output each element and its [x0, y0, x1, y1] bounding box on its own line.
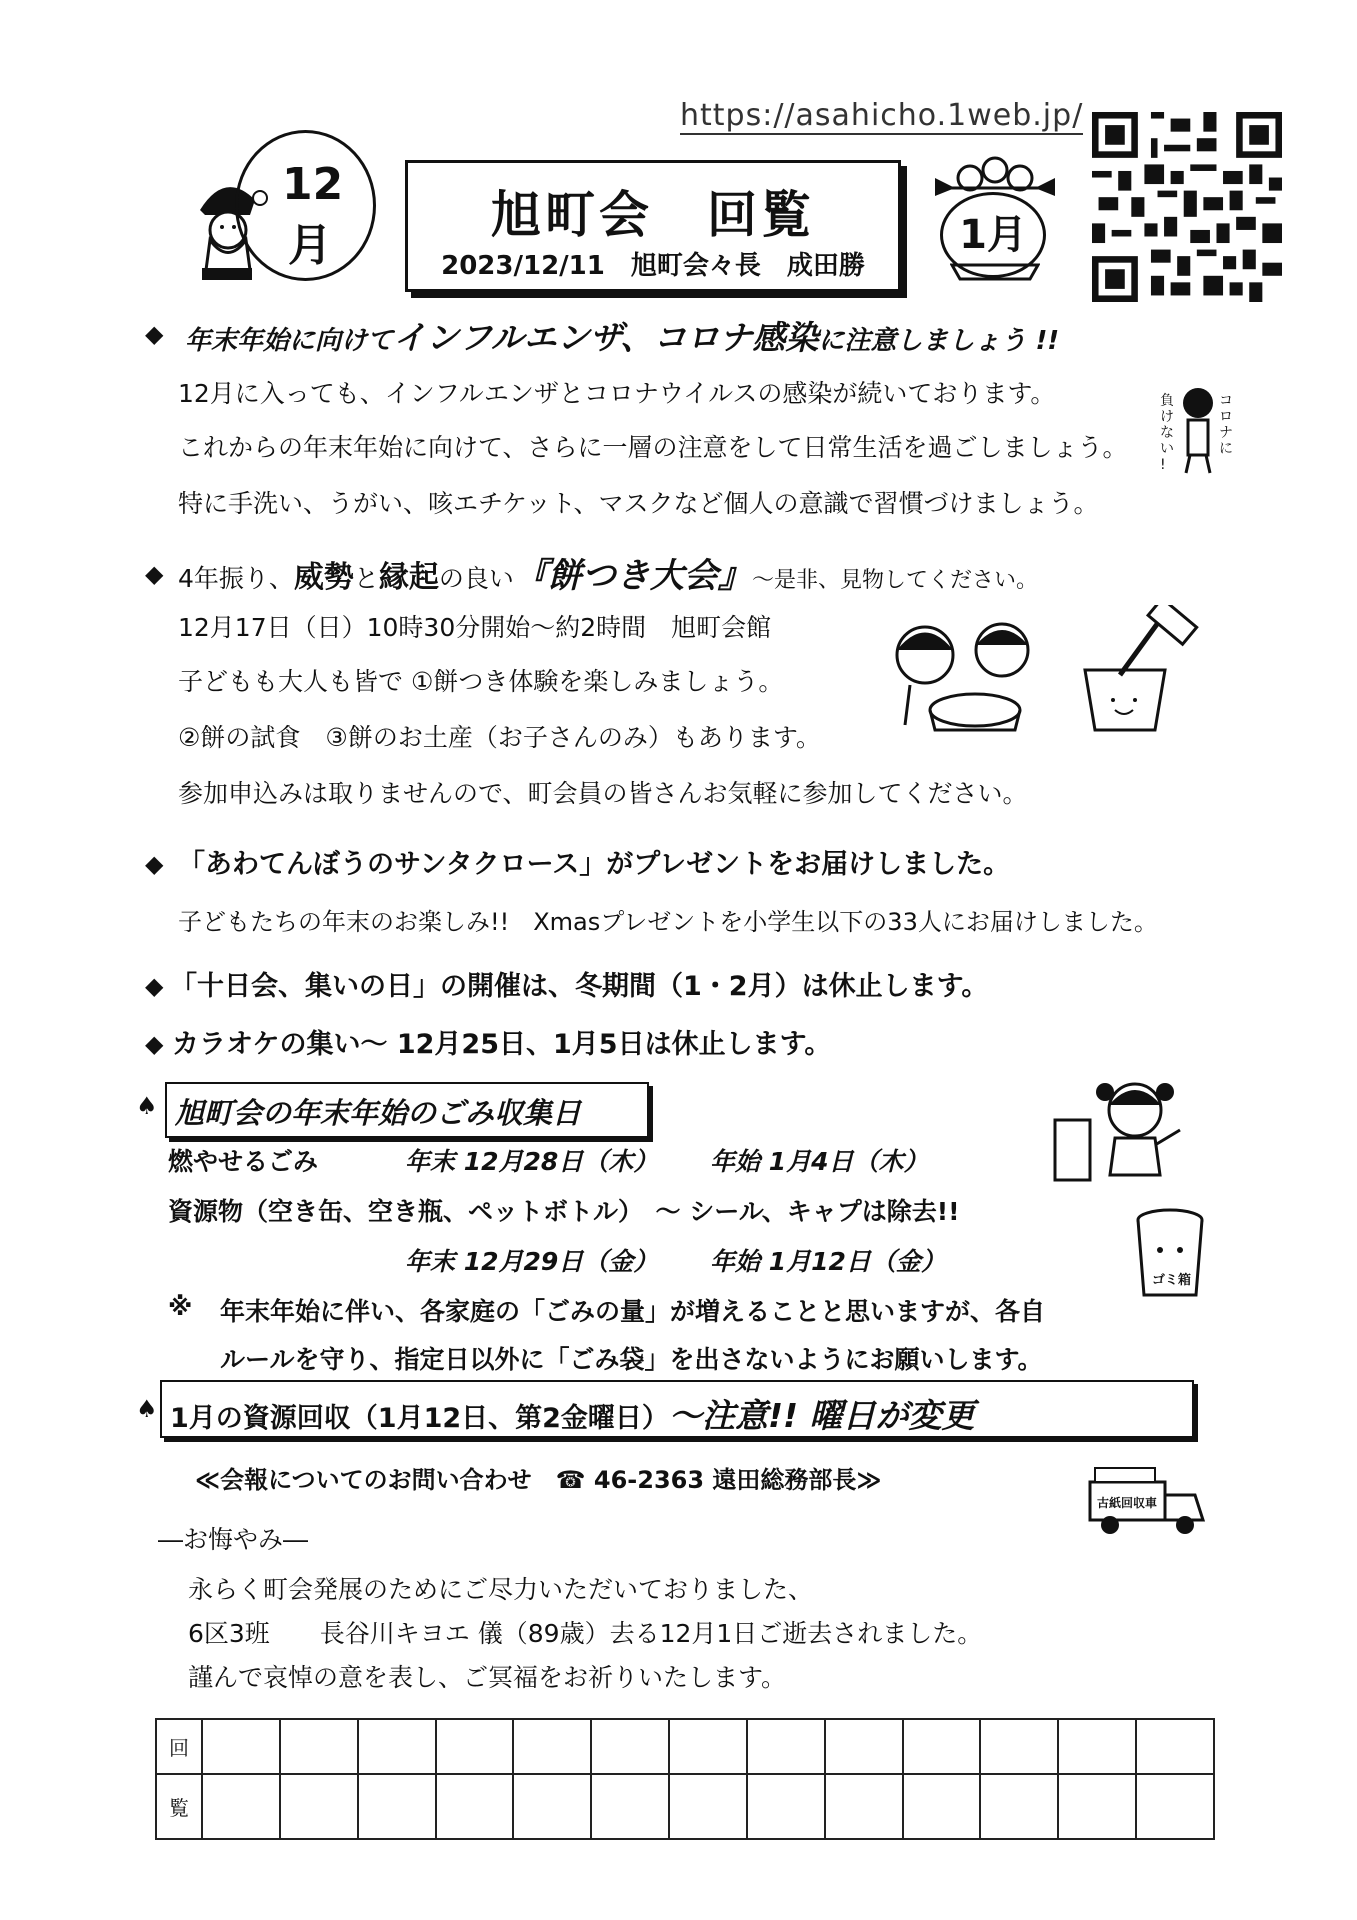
mortar-pestle-icon: [1080, 605, 1210, 735]
page-title: 旭町会 回覧: [491, 186, 815, 244]
tooka-heading: 「十日会、集いの日」の開催は、冬期間（1・2月）は休止します。: [170, 971, 989, 1002]
bullet-mochi: ◆: [145, 560, 164, 588]
bullet-santa: ◆: [145, 850, 164, 878]
contact-line[interactable]: ≪会報についてのお問い合わせ ☎ 46-2363 遠田総務部長≫: [195, 1466, 882, 1494]
stamp-cell[interactable]: [747, 1774, 825, 1839]
stamp-cell[interactable]: [280, 1719, 358, 1774]
mochi-line-2: 子どもも大人も皆で ①餅つき体験を楽しみましょう。: [178, 667, 784, 696]
resource-new-year: 年始 1月12日（金）: [710, 1247, 946, 1276]
circulation-label-2: 覧: [156, 1774, 202, 1839]
recycle-truck-illustration: [1085, 1460, 1220, 1540]
anti-corona-illustration: [1160, 385, 1235, 475]
bullet-tooka: ◆: [145, 972, 164, 1000]
bullet-karaoke: ◆: [145, 1030, 164, 1058]
condolence-line-3: 謹んで哀悼の意を表し、ご冥福をお祈りいたします。: [188, 1663, 787, 1692]
stamp-cell[interactable]: [513, 1774, 591, 1839]
mochi-line-4: 参加申込みは取りませんので、町会員の皆さんお気軽に参加してください。: [178, 779, 1028, 808]
badge-month: 月: [288, 220, 332, 271]
stamp-cell[interactable]: [669, 1719, 747, 1774]
page-subtitle: 2023/12/11 旭町会々長 成田勝: [441, 251, 865, 281]
influenza-heading: 年末年始に向けてインフルエンザ、コロナ感染に注意しましょう !!: [185, 318, 1060, 357]
stamp-cell[interactable]: [980, 1774, 1058, 1839]
stamp-cell[interactable]: [903, 1719, 981, 1774]
stamp-cell[interactable]: [591, 1719, 669, 1774]
condolence-line-2: 6区3班 長谷川キヨエ 儀（89歳）去る12月1日ご逝去されました。: [188, 1619, 983, 1648]
stamp-cell[interactable]: [436, 1774, 514, 1839]
stamp-cell[interactable]: [980, 1719, 1058, 1774]
note-mark: ※: [168, 1292, 193, 1321]
karaoke-heading: カラオケの集い～ 12月25日、1月5日は休止します。: [172, 1029, 832, 1060]
stamp-cell[interactable]: [1058, 1719, 1136, 1774]
bullet-garbage: ♠: [136, 1092, 158, 1120]
stamp-cell[interactable]: [1136, 1719, 1214, 1774]
mochi-base-icon: [950, 262, 1040, 282]
stamp-cell[interactable]: [436, 1719, 514, 1774]
stamp-cell[interactable]: [747, 1719, 825, 1774]
influenza-line-2: これからの年末年始に向けて、さらに一層の注意をして日常生活を過ごしましょう。: [178, 433, 1128, 462]
stamp-cell[interactable]: [202, 1719, 280, 1774]
circulation-table: [155, 1718, 1215, 1840]
santa-line: 子どもたちの年末のお楽しみ!! Xmasプレゼントを小学生以下の33人にお届けしました。: [178, 908, 1158, 936]
resource-label: 資源物（空き缶、空き瓶、ペットボトル） ～ シール、キャプは除去!!: [168, 1197, 960, 1226]
santa-heading: 「あわてんぼうのサンタクロース」がプレゼントをお届けしました。: [178, 849, 1011, 880]
garbage-note-1: 年末年始に伴い、各家庭の「ごみの量」が増えることと思いますが、各自: [220, 1297, 1046, 1326]
girl-garbage-illustration: [1050, 1070, 1190, 1185]
stamp-cell[interactable]: [358, 1774, 436, 1839]
burnable-new-year: 年始 1月4日（木）: [710, 1147, 929, 1176]
stamp-cell[interactable]: [202, 1774, 280, 1839]
garbage-title-box: [165, 1082, 649, 1138]
stamp-cell[interactable]: [669, 1774, 747, 1839]
january-box: [160, 1380, 1194, 1438]
stamp-cell[interactable]: [280, 1774, 358, 1839]
bullet-january: ♠: [136, 1395, 158, 1423]
stamp-cell[interactable]: [358, 1719, 436, 1774]
stamp-cell[interactable]: [825, 1774, 903, 1839]
influenza-line-3: 特に手洗い、うがい、咳エチケット、マスクなど個人の意識で習慣づけましょう。: [178, 489, 1099, 518]
condolence-heading: ―お悔やみ―: [158, 1525, 309, 1554]
can-label: ゴミ箱: [1152, 1273, 1192, 1288]
bullet-influenza: ◆: [145, 320, 164, 348]
website-url[interactable]: https://asahicho.1web.jp/: [680, 98, 1084, 133]
stamp-cell[interactable]: [591, 1774, 669, 1839]
january-text: 1月の資源回収（1月12日、第2金曜日）～注意!! 曜日が変更: [170, 1396, 975, 1435]
lose-caption: 負けない!: [1160, 393, 1174, 473]
stamp-cell[interactable]: [825, 1719, 903, 1774]
qr-code-icon[interactable]: [1092, 112, 1282, 302]
mochi-heading: 4年振り、威勢と縁起の良い『餅つき大会』～是非、見物してください。: [178, 556, 1038, 596]
influenza-line-1: 12月に入っても、インフルエンザとコロナウイルスの感染が続いております。: [178, 379, 1056, 408]
mochi-line-1: 12月17日（日）10時30分開始～約2時間 旭町会館: [178, 613, 772, 642]
circulation-label-1: 回: [156, 1719, 202, 1774]
children-mochi-illustration: [880, 610, 1050, 735]
stamp-cell[interactable]: [513, 1719, 591, 1774]
condolence-line-1: 永らく町会発展のためにご尽力いただいておりました、: [188, 1575, 814, 1604]
burnable-label: 燃やせるごみ: [168, 1147, 319, 1176]
december-badge: [235, 130, 376, 281]
mochi-line-3: ②餅の試食 ③餅のお土産（お子さんのみ）もあります。: [178, 723, 821, 752]
resource-year-end: 年末 12月29日（金）: [405, 1247, 659, 1276]
garbage-can-illustration: [1130, 1205, 1210, 1305]
garbage-note-2: ルールを守り、指定日以外に「ごみ袋」を出さないようにお願いします。: [220, 1345, 1043, 1374]
stamp-cell[interactable]: [1136, 1774, 1214, 1839]
badge-number: 12: [282, 159, 344, 210]
garbage-title: 旭町会の年末年始のごみ収集日: [175, 1096, 582, 1130]
badge-month-right: 1月: [959, 212, 1027, 258]
title-box: [405, 160, 901, 292]
stamp-cell[interactable]: [1058, 1774, 1136, 1839]
truck-label: 古紙回収車: [1097, 1496, 1158, 1510]
corona-caption: コロナに: [1219, 393, 1233, 457]
stamp-cell[interactable]: [903, 1774, 981, 1839]
burnable-year-end: 年末 12月28日（木）: [405, 1147, 659, 1176]
